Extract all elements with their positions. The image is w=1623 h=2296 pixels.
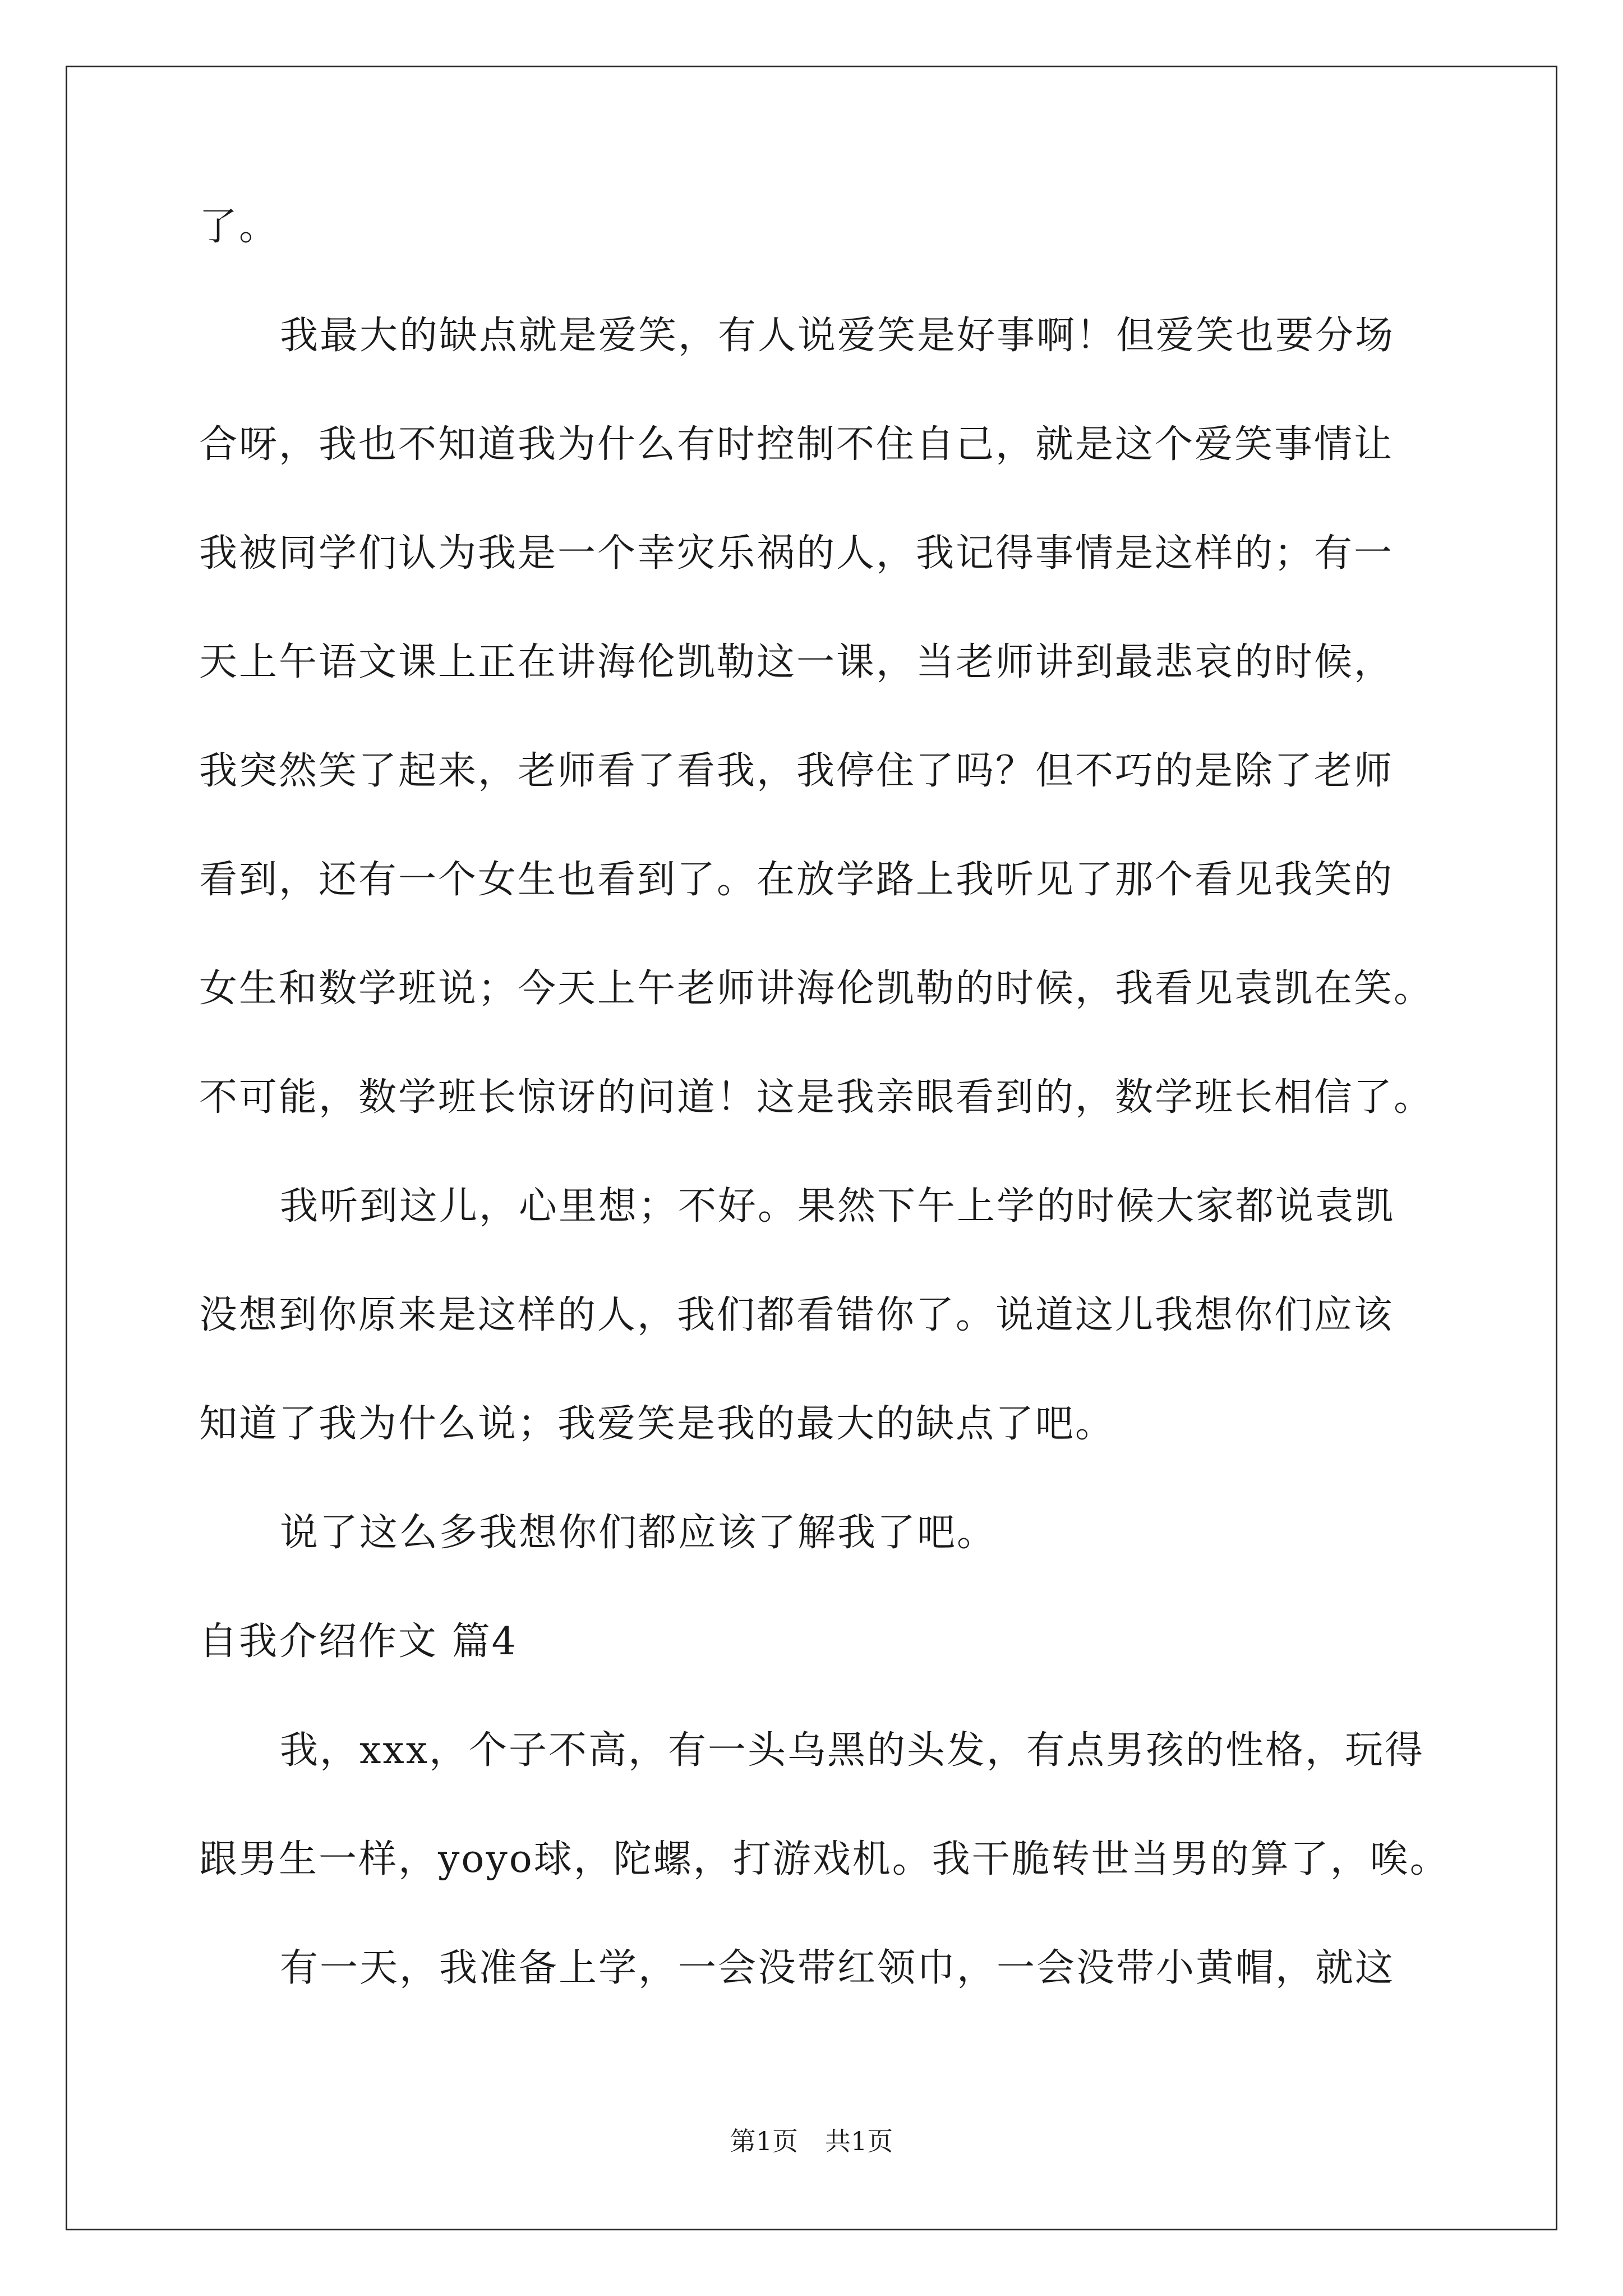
text-line: 天上午语文课上正在讲海伦凯勒这一课，当老师讲到最悲哀的时候， bbox=[199, 640, 1394, 684]
text-line: 说了这么多我想你们都应该了解我了吧。 bbox=[280, 1511, 997, 1555]
text-line: 看到，还有一个女生也看到了。在放学路上我听见了那个看见我笑的 bbox=[199, 858, 1394, 902]
document-body bbox=[199, 199, 1450, 2049]
page-total: 共1页 bbox=[825, 2126, 893, 2156]
text-line: 不可能，数学班长惊讶的问道！这是我亲眼看到的，数学班长相信了。 bbox=[199, 1075, 1434, 1120]
text-line: 了。 bbox=[199, 205, 279, 249]
text-line: 我听到这儿，心里想；不好。果然下午上学的时候大家都说袁凯 bbox=[280, 1184, 1395, 1228]
text-line: 合呀，我也不知道我为什么有时控制不住自己，就是这个爱笑事情让 bbox=[199, 422, 1394, 467]
section-heading: 自我介绍作文 篇4 bbox=[199, 1619, 518, 1664]
page-number: 第1页 bbox=[730, 2126, 798, 2156]
text-line: 知道了我为什么说；我爱笑是我的最大的缺点了吧。 bbox=[199, 1402, 1115, 1446]
text-line: 有一天，我准备上学，一会没带红领巾，一会没带小黄帽，就这 bbox=[280, 1946, 1395, 1990]
text-line: 跟男生一样，yoyo球，陀螺，打游戏机。我干脆转世当男的算了，唉。 bbox=[199, 1837, 1450, 1881]
text-line: 没想到你原来是这样的人，我们都看错你了。说道这儿我想你们应该 bbox=[199, 1293, 1394, 1337]
text-line: 女生和数学班说；今天上午老师讲海伦凯勒的时候，我看见袁凯在笑。 bbox=[199, 967, 1434, 1011]
text-line: 我被同学们认为我是一个幸灾乐祸的人，我记得事情是这样的；有一 bbox=[199, 531, 1394, 576]
text-line: 我，xxx，个子不高，有一头乌黑的头发，有点男孩的性格，玩得 bbox=[280, 1728, 1425, 1773]
text-line: 我最大的缺点就是爱笑，有人说爱笑是好事啊！但爱笑也要分场 bbox=[280, 314, 1395, 358]
page-footer bbox=[0, 2124, 1623, 2158]
text-line: 我突然笑了起来，老师看了看我，我停住了吗？但不巧的是除了老师 bbox=[199, 749, 1394, 793]
